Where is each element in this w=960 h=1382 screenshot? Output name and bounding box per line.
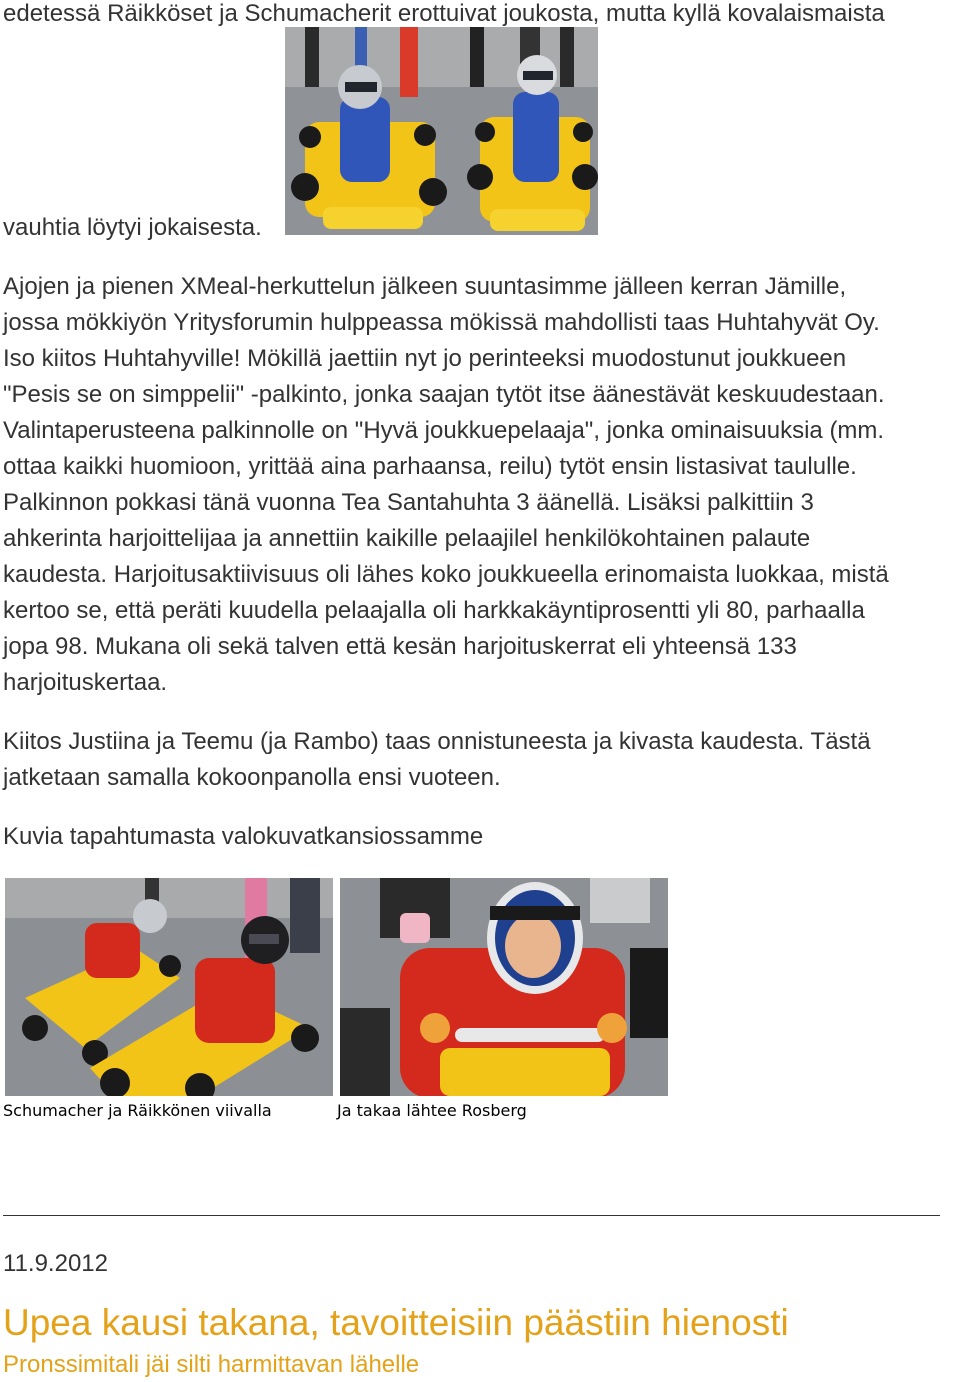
photo-rosberg (340, 878, 668, 1096)
text-line: harjoituskertaa. (3, 669, 168, 696)
photo-caption-left: Schumacher ja Räikkönen viivalla (3, 1101, 272, 1120)
text-line: jossa mökkiyön Yritysforumin hulppeassa mökissä mahdollisti taas Huhtahyvät Oy. (3, 309, 880, 336)
karts-red-image (5, 878, 333, 1096)
text-line: Palkinnon pokkasi tänä vuonna Tea Santahuhta 3 äänellä. Lisäksi palkittiin 3 (3, 489, 814, 516)
text-line: kertoo se, että peräti kuudella pelaajalla oli harkkakäyntiprosentti yli 80, parhaalla (3, 597, 865, 624)
text-line: edetessä Räikköset ja Schumacherit erottuivat joukosta, mutta kyllä kovalaismaista (3, 0, 885, 27)
divider (3, 1215, 940, 1216)
article-date: 11.9.2012 (3, 1250, 108, 1277)
text-line: jopa 98. Mukana oli sekä talven että kesän harjoituskerrat eli yhteensä 133 (3, 633, 797, 660)
gallery-link[interactable]: Kuvia tapahtumasta valokuvatkansiossamme (3, 823, 484, 850)
photo-caption-right: Ja takaa lähtee Rosberg (337, 1101, 527, 1120)
photo-karts-blue (285, 27, 598, 235)
text-line: Valintaperusteena palkinnolle on "Hyvä joukkuepelaaja", jonka ominaisuuksia (mm. (3, 417, 885, 444)
text-line: ahkerinta harjoittelijaa ja annettiin kaikille pelaajilel henkilökohtainen palaute (3, 525, 811, 552)
text-line: "Pesis se on simppelii" -palkinto, jonka saajan tytöt itse äänestävät keskuudestaan. (3, 381, 885, 408)
text-line: kaudesta. Harjoitusaktiivisuus oli lähes koko joukkueella erinomaista luokkaa, mistä (3, 561, 889, 588)
kid-helmet-image (340, 878, 668, 1096)
text-line: Kiitos Justiina ja Teemu (ja Rambo) taas onnistuneesta ja kivasta kaudesta. Tästä (3, 728, 871, 755)
text-line: Iso kiitos Huhtahyville! Mökillä jaettiin nyt jo perinteeksi muodostunut joukkueen (3, 345, 847, 372)
text-line: Ajojen ja pienen XMeal-herkuttelun jälkeen suuntasimme jälleen kerran Jämille, (3, 273, 847, 300)
article-title[interactable]: Upea kausi takana, tavoitteisiin päästiin hienosti (3, 1302, 789, 1343)
photo-schumacher-raikkonen (5, 878, 333, 1096)
text-line: vauhtia löytyi jokaisesta. (3, 214, 262, 241)
text-line: jatketaan samalla kokoonpanolla ensi vuoteen. (3, 764, 501, 791)
article-subtitle: Pronssimitali jäi silti harmittavan lähelle (3, 1351, 420, 1378)
karts-blue-image (285, 27, 598, 235)
text-line: ottaa kaikki huomioon, yrittää aina parhaansa, reilu) tytöt ensin listasivat taululle. (3, 453, 857, 480)
